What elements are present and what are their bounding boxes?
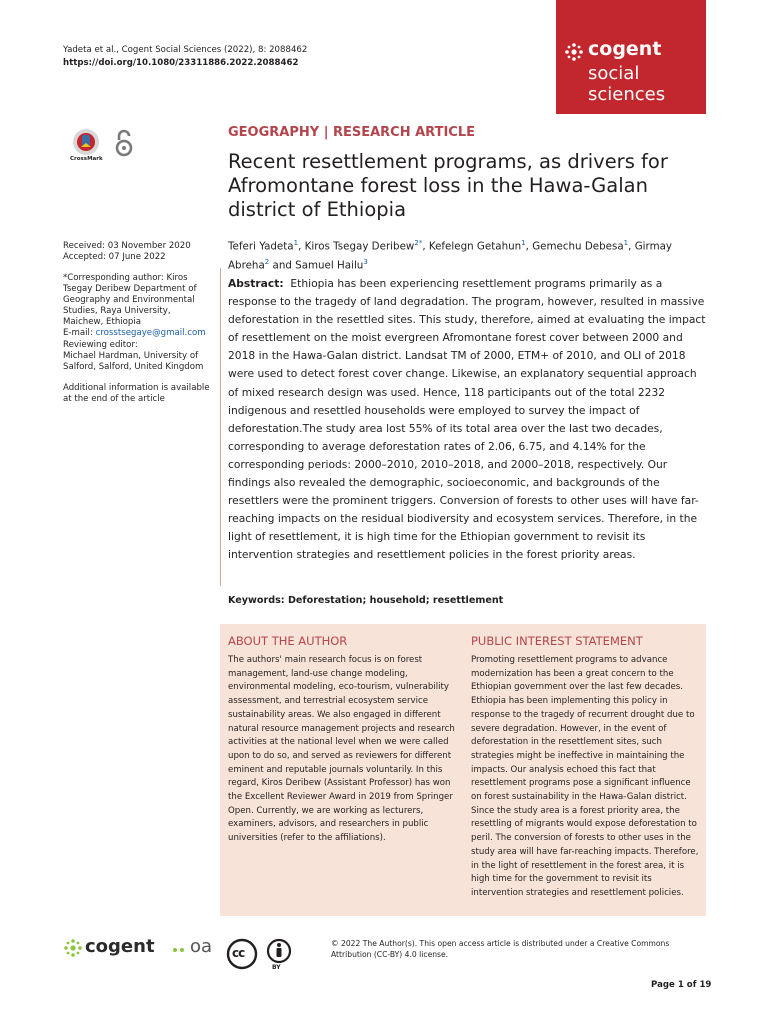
accepted-date: Accepted: 07 June 2022 [63,252,166,262]
license-text: © 2022 The Author(s). This open access article is distributed under a Creative Commons Attribution (CC-BY) 4.0 license. [331,939,670,959]
additional-info: Additional information is available at the end of the article [63,383,210,404]
reviewing-editor-label: Reviewing editor: [63,340,138,350]
crossmark-label: CrossMark [70,156,103,162]
page-number: Page 1 of 19 [651,980,712,990]
author-list: Teferi Yadeta$^1$, Kiros Tsegay Deribew$^{2*}$, Kefelegn Getahun$^1$, Gemechu Debesa$^1$, Girmay Abreha$^2$ and Samuel Hailu$^3$ [228,239,673,272]
author-affiliation[interactable]: 1 [293,239,299,247]
public-interest-heading: PUBLIC INTEREST STATEMENT [471,634,643,648]
abstract [228,275,708,565]
abstract-text: Ethiopia has been experiencing resettlement programs primarily as a response to the tragedy of land degradation. The program, however, resulted in massive deforestation in the resettled sites. This study, therefore, aimed at evaluating the impact of resettlement on the moist evergreen Afromontane forest cover between 2000 and 2018 in the Hawa-Galan district. Landsat TM of 2000, ETM+ of 2010, and OLI of 2018 were used to detect forest cover change. Likewise, an explanatory sequential approach of mixed research design was used. Hence, 118 participants out of the total 2232 indigenous and resettled households were employed to survey the impact of deforestation.The study area lost 55% of its total area over the last two decades, corresponding to average deforestation rates of 2.06, 6.75, and 4.14% for the corresponding periods: 2000–2010, 2010–2018, and 2000–2018, respectively. Our findings also revealed the demographic, socioeconomic, and backgrounds of the resettlers were the prominent triggers. Conversion of forests to other uses will have far-reaching impacts on the residual biodiversity and ecosystem services. Therefore, in the light of resettlement, it is high time for the Ethiopian government to revisit its intervention strategies and resettlement policies in the forest priority areas. [228,277,706,562]
citation-line: Yadeta et al., Cogent Social Sciences (2022), 8: 2088462 [63,45,308,55]
received-dates [63,241,213,263]
journal-brand [556,0,706,114]
corresponding-author [63,273,213,339]
brand-sub [588,63,665,105]
about-author-text: The authors' main research focus is on forest management, land-use change modeling, environmental modeling, eco-tourism, vulnerability assessment, and terrestrial ecosystem service sustainability areas. We also engaged in different natural resource management projects and research activities at the national level when we were called upon to do so, and served as reviewers for different eminent and reputable journals voluntarily. In this regard, Kiros Deribew (Assistant Professor) has won the Excellent Reviewer Award in 2019 from Springer Open. Currently, we are working as lecturers, examiners, advisors, and researchers in public universities (refer to the affiliations). [228,655,455,844]
footer-brand-oa: oa [190,936,213,957]
author-affiliation[interactable]: 3 [363,258,368,267]
citation-block [63,44,307,70]
author-name: Gemechu Debesa [532,240,624,253]
brand-sub-line-2: sciences [588,84,666,105]
keywords: Keywords: Deforestation; household; resettlement [228,595,504,606]
footer-brand-name: cogent [85,936,155,957]
author-name: Girmay Abreha [228,240,673,272]
author-name: Kefelegn Getahun [428,240,522,253]
author-affiliation[interactable]: 1 [521,239,526,247]
open-access-icon [114,128,134,158]
cogent-oa-logo-icon [63,938,83,958]
email-link[interactable]: crosstsegaye@gmail.com [95,328,206,338]
brand-sub-line-1: social [588,63,640,84]
brand-name: cogent [588,38,662,60]
about-author-column [228,634,456,846]
author-affiliation[interactable]: 2* [414,239,423,247]
by-label: BY [272,964,281,971]
email-label: E-mail: [63,328,96,338]
crossmark-icon[interactable] [72,128,100,156]
about-author-heading: ABOUT THE AUTHOR [228,634,348,648]
author-name: Teferi Yadeta [228,240,294,253]
corresponding-text: *Corresponding author: Kiros Tsegay Deribew Department of Geography and Environmental Studies, Raya University, Maichew, Ethiopia [63,273,197,327]
author-name: Kiros Tsegay Deribew [304,240,415,253]
cogent-logo-icon [564,42,584,62]
reviewing-editor [63,340,213,373]
email-row [63,328,213,339]
attribution-icon [266,938,292,964]
author-affiliation[interactable]: 1 [623,239,629,247]
author-affiliation[interactable]: 2 [264,258,270,267]
cc-label: cc [232,946,245,960]
doi-link[interactable]: https://doi.org/10.1080/23311886.2022.2088462 [63,58,299,68]
public-interest-text: Promoting resettlement programs to advance modernization has been a great concern to the Ethiopian government over the last few decades. Ethiopia has been implementing this policy in response to the tragedy of recurrent drought due to severe degradation. However, in the event of deforestation in the resettlement sites, such strategies might be ineffective in maintaining the impacts. Our analysis echoed this fact that resettlement programs pose a significant influence on forest sustainability in the Hawa-Galan district. Since the study area is a forest priority area, the resettling of migrants would expose deforestation to peril. The conversion of forests to other uses in the study area will have far-reaching impacts. Therefore, in the light of resettlement in the forest area, it is high time for the government to revisit its intervention strategies and resettlement policies. [471,655,699,898]
article-category: GEOGRAPHY | RESEARCH ARTICLE [228,125,476,140]
article-title: Recent resettlement programs, as drivers for Afromontane forest loss in the Hawa-Galan district of Ethiopia [228,150,668,221]
author-name: Samuel Hailu [295,259,364,272]
public-interest-column [471,634,699,901]
separator-dots-icon [172,947,186,953]
received-date: Received: 03 November 2020 [63,241,191,251]
reviewing-editor-name: Michael Hardman, University of Salford, Salford, United Kingdom [63,351,204,372]
abstract-label: Abstract: [228,277,284,290]
article-badges [70,128,140,168]
